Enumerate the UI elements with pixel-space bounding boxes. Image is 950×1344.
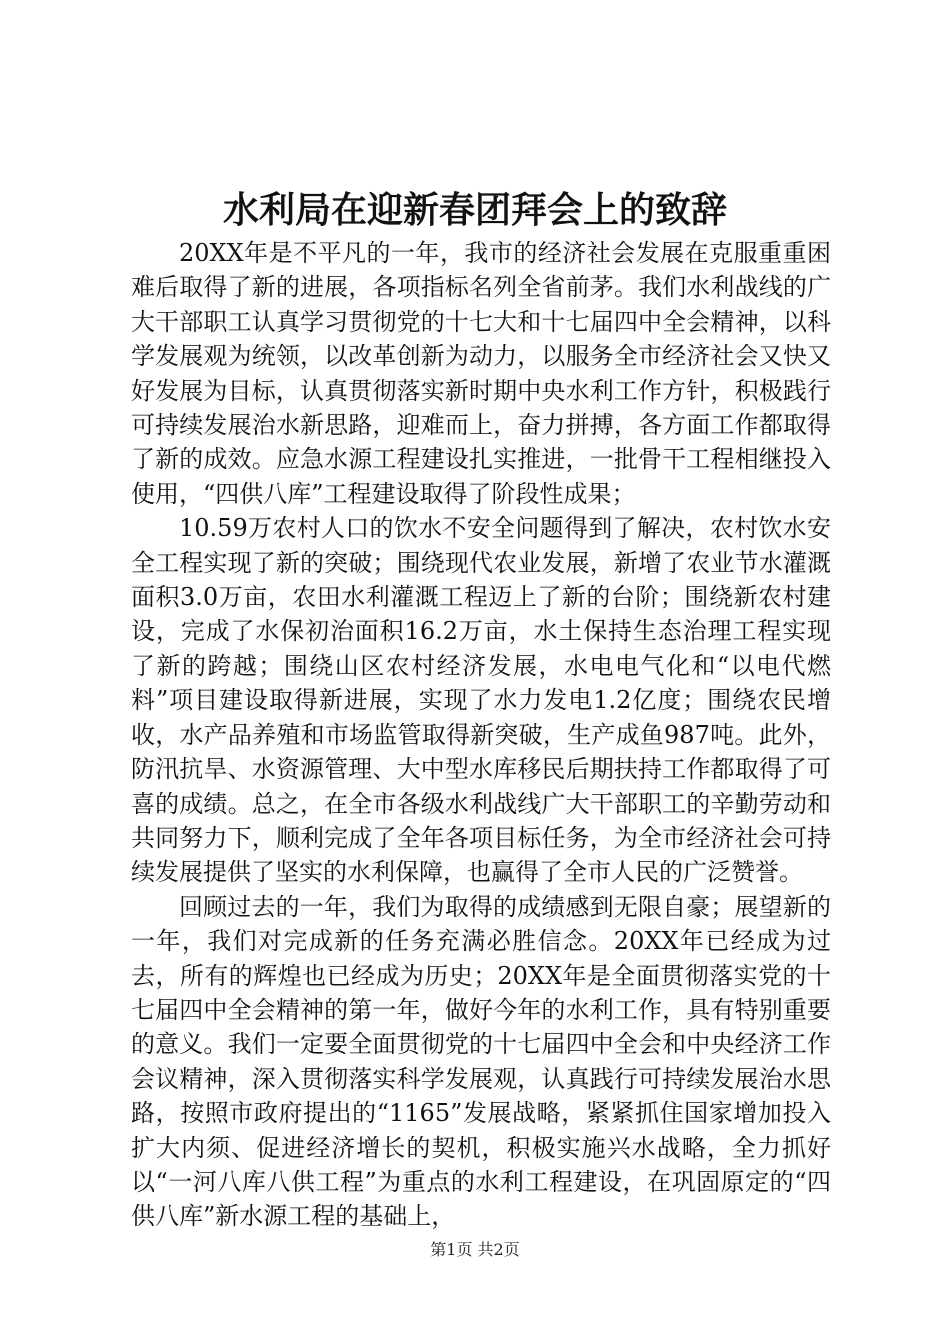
page-number-footer: 第1页 共2页 [430, 1240, 520, 1259]
document-title: 水利局在迎新春团拜会上的致辞 [222, 189, 727, 231]
document-body [131, 236, 831, 1234]
paragraph-2: 10.59万农村人口的饮水不安全问题得到了解决，农村饮水安全工程实现了新的突破；围绕现代农业发展，新增了农业节水灌溉面积3.0万亩，农田水利灌溉工程迈上了新的台阶；围绕新农村建设，完成了水保初治面积16.2万亩，水土保持生态治理工程实现了新的跨越；围绕山区农村经济发展，水电电气化和“以电代燃料”项目建设取得新进展，实现了水力发电1.2亿度；围绕农民增收，水产品养殖和市场监管取得新突破，生产成鱼987吨。此外，防汛抗旱、水资源管理、大中型水库移民后期扶持工作都取得了可喜的成绩。总之，在全市各级水利战线广大干部职工的辛勤劳动和共同努力下，顺利完成了全年各项目标任务，为全市经济社会可持续发展提供了坚实的水利保障，也赢得了全市人民的广泛赞誉。 [131, 514, 831, 887]
paragraph-1: 20XX年是不平凡的一年，我市的经济社会发展在克服重重困难后取得了新的进展，各项指标名列全省前茅。我们水利战线的广大干部职工认真学习贯彻党的十七大和十七届四中全会精神，以科学发展观为统领，以改革创新为动力，以服务全市经济社会又快又好发展为目标，认真贯彻落实新时期中央水利工作方针，积极践行可持续发展治水新思路，迎难而上，奋力拼搏，各方面工作都取得了新的成效。应急水源工程建设扎实推进，一批骨干工程相继投入使用，“四供八库”工程建设取得了阶段性成果； [131, 239, 831, 508]
paragraph-3: 回顾过去的一年，我们为取得的成绩感到无限自豪；展望新的一年，我们对完成新的任务充满必胜信念。20XX年已经成为过去，所有的辉煌也已经成为历史；20XX年是全面贯彻落实党的十七届四中全会精神的第一年，做好今年的水利工作，具有特别重要的意义。我们一定要全面贯彻党的十七届四中全会和中央经济工作会议精神，深入贯彻落实科学发展观，认真践行可持续发展治水思路，按照市政府提出的“1165”发展战略，紧紧抓住国家增加投入扩大内须、促进经济增长的契机，积极实施兴水战略，全力抓好以“一河八库八供工程”为重点的水利工程建设，在巩固原定的“四供八库”新水源工程的基础上， [131, 892, 831, 1231]
